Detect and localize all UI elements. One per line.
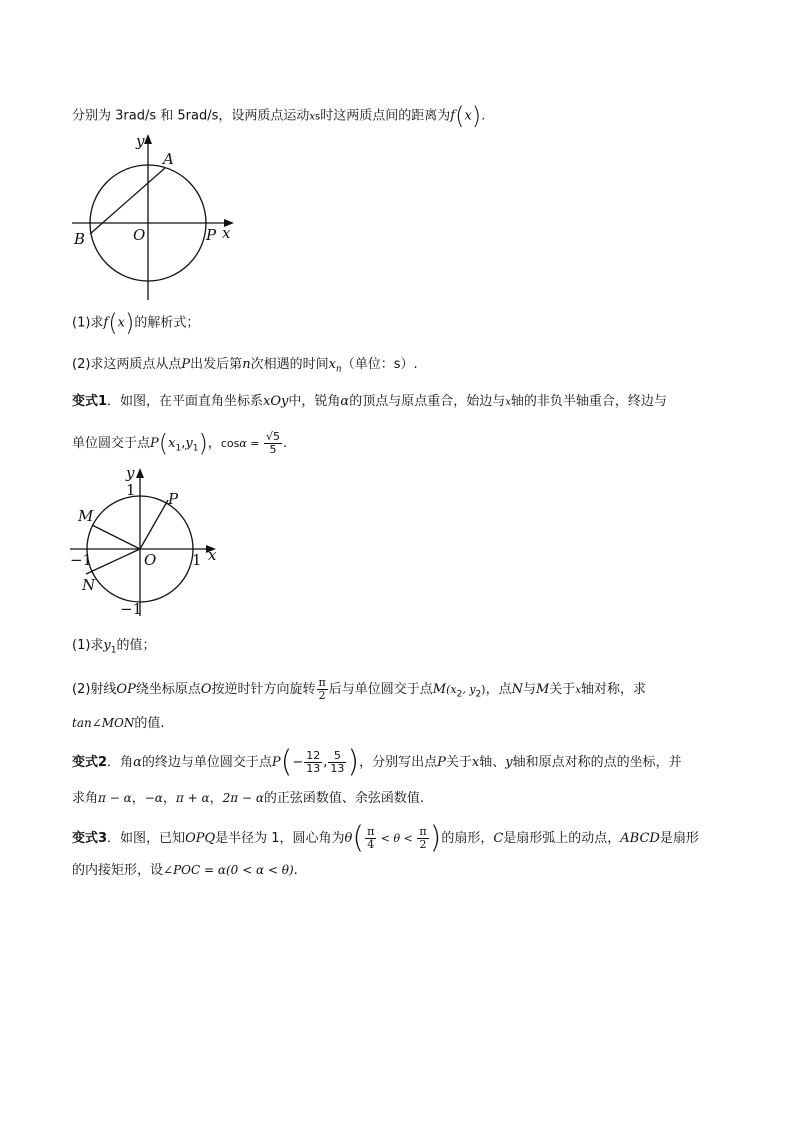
v2-f1-den: 13: [306, 762, 321, 775]
v1q2-text-5: ，点: [485, 682, 512, 697]
fig2-label-one-top: 1: [126, 481, 136, 499]
q1-text-2: 的解析式；: [134, 315, 200, 331]
v1-text-1: ．如图，在平面直角坐标系: [107, 394, 264, 409]
fig2-label-x: x: [208, 546, 217, 564]
v1q2-text-6: 与: [522, 682, 536, 697]
v1q2-m-sub1: 2: [456, 689, 463, 700]
fig2-ray-on: [86, 549, 140, 574]
v2-angle-1: π − α: [98, 791, 132, 805]
variant-1-label: 变式1: [72, 394, 108, 409]
v1q2-m-mid: , y: [462, 683, 476, 696]
q2-xn-sub: n: [335, 364, 342, 375]
v3-text-5: 是扇形: [659, 831, 699, 846]
intro-var-x: x: [309, 111, 316, 123]
v2-p: P: [271, 755, 281, 770]
v3-text-4: 是扇形弧上的动点，: [503, 831, 621, 846]
variant-3-line-1: 变式3．如图，已知OPQ是半径为 1，圆心角为θ( $\frac{\pi}{4}$ < θ < $\frac{\pi}{2}$ )的扇形，C是扇形弧上的动点，ABCD是扇形: [72, 820, 699, 856]
v2-sep-3: ，: [209, 791, 223, 806]
q2-n: n: [242, 357, 251, 372]
v1q2-text-1: (2)射线: [72, 682, 117, 697]
v1q2-text-7: 关于: [549, 682, 576, 697]
v3-text-3: 的扇形，: [441, 831, 494, 846]
v1q2-text-8: 轴对称，求: [580, 682, 646, 697]
v2-text-3: ，分别写出点: [359, 755, 438, 770]
fig2-ray-op: [140, 500, 168, 549]
v1-text-4: 轴的非负半轴重合，终边与: [510, 394, 667, 409]
v2-text-8: 的正弦函数值、余弦函数值.: [263, 791, 425, 806]
v1-frac-den: 5: [269, 443, 277, 456]
intro-f-arg: x: [464, 108, 472, 124]
v1-x1: x: [168, 436, 176, 451]
variant-2-label: 变式2: [72, 755, 108, 770]
variant-2-line-2: [72, 788, 424, 809]
intro-text-1: 分别为 3rad/s 和 5rad/s，设两质点运动: [72, 108, 310, 124]
intro-text-2: 时这两质点间的距离为: [320, 108, 451, 124]
intro-unit-s: s: [315, 111, 321, 123]
variant-3-line-2: [72, 860, 298, 881]
fig2-label-y: y: [126, 464, 135, 482]
v2-sep-1: ，: [131, 791, 145, 806]
v2-text-4: 关于: [445, 755, 472, 770]
fig1-label-b: B: [74, 230, 86, 248]
fig1-label-a: A: [163, 150, 174, 168]
v1q1-sub: 1: [110, 645, 117, 656]
question-1: (1)求f(x)的解析式；: [72, 309, 200, 337]
q2-p: P: [181, 357, 191, 372]
v3-text-6: 的内接矩形，设: [72, 863, 164, 878]
q1-arg: x: [117, 315, 125, 331]
v3-theta: θ: [344, 831, 353, 846]
v1q2-tan-mon: tan∠MON: [72, 716, 135, 730]
v2-angle-3: π + α: [175, 791, 210, 805]
fig2-label-one-right: 1: [192, 551, 202, 569]
v3-abcd: ABCD: [620, 831, 660, 846]
v1-text-7: .: [283, 436, 288, 451]
v1-cos: cos: [220, 437, 240, 450]
v2-neg: −: [292, 755, 304, 770]
v1-y1: y: [185, 436, 193, 451]
q1-f: f: [103, 315, 109, 331]
v1-y1-sub: 1: [192, 443, 199, 454]
v2-text-2: 的终边与单位圆交于点: [141, 755, 272, 770]
q2-text-2: 出发后第: [190, 357, 243, 372]
variant-1-question-1: [72, 636, 156, 661]
v2-text-6: 轴和原点对称的点的坐标，并: [512, 755, 682, 770]
v3-f2-den: 2: [419, 838, 427, 851]
v2-f2-num: 5: [328, 750, 346, 763]
fig1-label-x: x: [222, 224, 231, 242]
fig2-label-m: M: [78, 507, 94, 525]
v1q2-text-3: 按逆时针方向旋转: [211, 682, 316, 697]
figure-2-unit-circle-diagram: [64, 462, 234, 620]
fig2-label-o: O: [144, 551, 157, 569]
fig1-label-p: P: [206, 226, 217, 244]
intro-text-3: .: [481, 108, 486, 124]
v1-text-6: ，: [207, 436, 221, 451]
v1-text-3: 的顶点与原点重合，始边与: [349, 394, 506, 409]
v2-y: y: [505, 755, 513, 770]
v2-f1-num: 12: [306, 749, 321, 762]
v3-fraction-2: [417, 826, 428, 851]
intro-line: 分别为 3rad/s 和 5rad/s，设两质点运动xs时这两质点间的距离为f(x).: [72, 102, 486, 130]
v1q2-m2: M: [535, 682, 550, 697]
v1q2-text-9: 的值.: [134, 716, 165, 731]
v1-x1-sub: 1: [175, 443, 182, 454]
v1-alpha: α: [340, 394, 350, 409]
v2-text-1: ．角: [107, 755, 134, 770]
v1-frac-num: √5: [266, 430, 281, 443]
v1-x: x: [505, 397, 511, 408]
v1q2-frac-num: π: [318, 676, 326, 689]
v1-fraction: [264, 431, 282, 456]
q2-text-3: 次相遇的时间: [250, 357, 329, 372]
v1q2-text-4: 后与单位圆交于点: [328, 682, 433, 697]
q2-text-1: (2)求这两质点从点: [72, 357, 182, 372]
v2-x: x: [471, 755, 480, 770]
v3-f1-num: π: [367, 825, 375, 838]
fig1-label-y: y: [136, 132, 145, 150]
v1-xoy: xOy: [263, 394, 289, 409]
v1q1-text-2: 的值；: [116, 638, 156, 653]
v1-p: P: [150, 436, 159, 451]
v1q2-op: OP: [116, 682, 136, 697]
variant-1-question-2-line-2: [72, 713, 165, 734]
v1q2-o: O: [200, 682, 212, 697]
v1-cos-alpha: α: [239, 437, 247, 450]
variant-1-line-1: [72, 392, 667, 413]
v3-inequality: < θ <: [377, 832, 417, 845]
v3-text-2: 是半径为 1，圆心角为: [215, 831, 345, 846]
v1q2-x: x: [575, 685, 581, 696]
v2-fraction-2: [328, 750, 346, 775]
v3-f1-den: 4: [367, 838, 375, 851]
v2-sep-2: ，: [162, 791, 176, 806]
question-2: [72, 355, 418, 380]
v2-text-5: 轴、: [479, 755, 506, 770]
v3-c: C: [493, 831, 504, 846]
figure-1-circle-diagram: [68, 130, 248, 310]
variant-3-label: 变式3: [72, 831, 108, 846]
v1-eq: =: [246, 437, 264, 450]
v2-fraction-1: [304, 750, 322, 775]
fig1-label-o: O: [133, 226, 146, 244]
variant-2-line-1: 变式2．角α的终边与单位圆交于点P(− $\frac{12}{13}$ , $\frac{5}{13}$ )，分别写出点P关于x轴、y轴和原点对称的点的坐标，并: [72, 744, 682, 780]
v1-paren-close: ): [198, 429, 208, 458]
v2-text-7: 求角: [72, 791, 99, 806]
fig2-label-n: N: [82, 576, 96, 594]
v1q2-n: N: [511, 682, 523, 697]
v1q2-frac-den: 2: [318, 689, 326, 702]
fig1-y-arrow: [144, 134, 152, 144]
fig2-y-arrow: [136, 468, 144, 478]
fig2-label-neg-one-bottom: −1: [120, 600, 143, 618]
q2-text-4: （单位：s）.: [341, 357, 418, 372]
v1q1-y: y: [103, 638, 111, 653]
v3-text-7: .: [293, 863, 298, 878]
v3-f2-num: π: [419, 825, 427, 838]
v2-f2-den: 13: [330, 762, 345, 775]
v1-text-2: 中，锐角: [288, 394, 341, 409]
v1-paren-open: (: [158, 429, 169, 458]
fig2-label-p: P: [168, 490, 179, 508]
v3-angle: ∠POC = α(0 < α < θ): [163, 863, 294, 877]
v2-alpha: α: [133, 755, 142, 770]
intro-f: f: [450, 108, 456, 124]
v3-fraction-1: [365, 826, 376, 851]
variant-1-question-2-line-1: [72, 677, 646, 705]
fig1-segment-ab: [90, 168, 165, 234]
v2-sep: ,: [323, 755, 328, 770]
v2-p2: P: [437, 755, 446, 770]
v1q2-m-close: ): [481, 683, 486, 696]
v3-text-1: ．如图，已知: [107, 831, 186, 846]
fig2-ray-om: [92, 525, 140, 549]
v1q2-m: M: [432, 682, 447, 697]
v1q2-text-2: 绕坐标原点: [135, 682, 201, 697]
fig2-label-neg-one-left: −1: [70, 551, 93, 569]
v2-angle-2: −α: [144, 791, 163, 805]
v1q2-fraction: [317, 677, 328, 702]
v1-comma: ,: [181, 436, 186, 451]
variant-1-line-2: [72, 431, 287, 459]
q1-text-1: (1)求: [72, 315, 104, 331]
q2-xn: x: [328, 357, 336, 372]
v1-text-5: 单位圆交于点: [72, 436, 151, 451]
v1q1-text-1: (1)求: [72, 638, 104, 653]
v1q2-m-sub2: 2: [475, 689, 482, 700]
v3-opq: OPQ: [185, 831, 216, 846]
v2-angle-4: 2π − α: [222, 791, 264, 805]
v1q2-m-coord: (x: [446, 683, 457, 696]
